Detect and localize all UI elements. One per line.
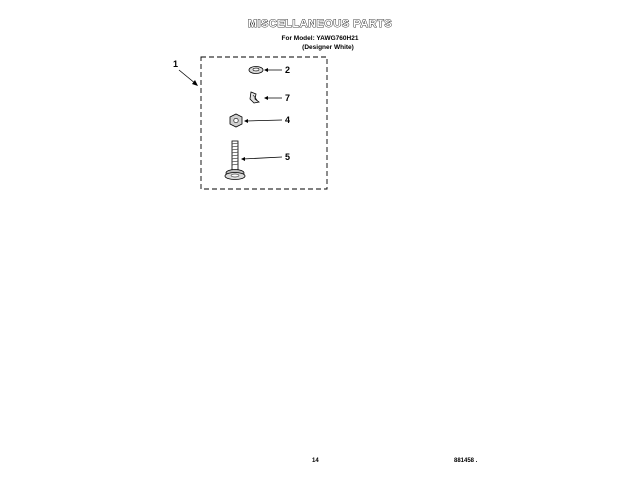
arrowhead-clip xyxy=(264,96,268,100)
callout-assembly: 1 xyxy=(173,59,179,69)
leader-nut xyxy=(246,120,282,121)
nut-icon xyxy=(230,114,242,127)
washer-icon xyxy=(249,67,263,74)
callout-nut: 4 xyxy=(285,115,291,125)
arrowhead-assembly xyxy=(192,80,198,86)
color-line: (Designer White) xyxy=(302,44,354,51)
arrowhead-nut xyxy=(244,119,248,123)
clip-icon xyxy=(250,92,259,103)
leader-bolt xyxy=(243,157,282,159)
page-number: 14 xyxy=(312,458,319,464)
callout-washer: 2 xyxy=(285,65,291,75)
document-number: 881458 . xyxy=(454,458,478,464)
callout-clip: 7 xyxy=(285,93,291,103)
arrowhead-washer xyxy=(264,68,268,72)
model-line: For Model: YAWG760H21 xyxy=(281,35,359,42)
bolt-icon xyxy=(225,141,245,180)
assembly-box xyxy=(201,57,327,189)
page-title: MISCELLANEOUS PARTS xyxy=(247,18,393,30)
arrowhead-bolt xyxy=(241,157,245,161)
callout-bolt: 5 xyxy=(285,152,291,162)
leader-assembly xyxy=(179,70,196,84)
